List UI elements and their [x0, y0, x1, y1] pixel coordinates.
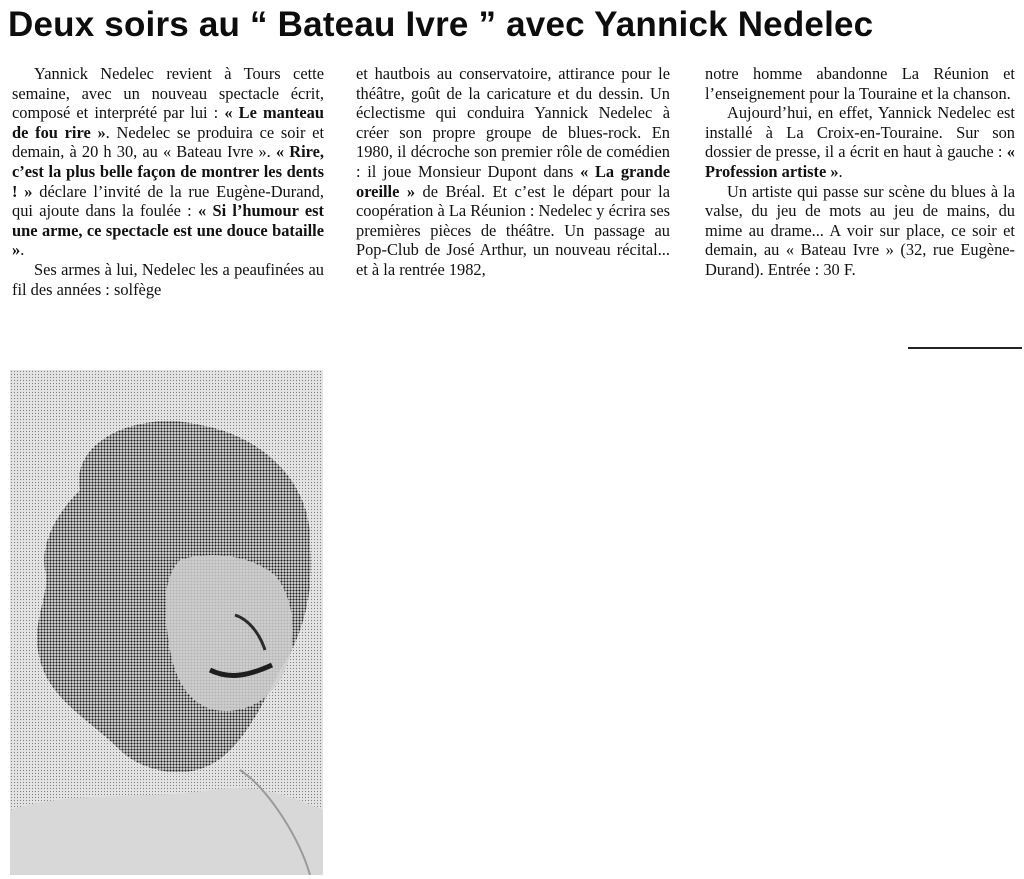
article-headline: Deux soirs au “ Bateau Ivre ” avec Yannick Nedelec	[8, 5, 874, 44]
text-run: déclare l’invité de la rue Eugène-Durand, qui ajoute dans la foulée :	[12, 181, 324, 221]
profession-quote: « Profession artiste »	[705, 142, 1015, 181]
paragraph-armes: Ses armes à lui, Nedelec les a peaufinées au fil des années : solfège	[12, 259, 324, 299]
film-title: « La grande oreille »	[356, 161, 670, 201]
paragraph-intro	[12, 64, 324, 260]
portrait-photo	[10, 370, 323, 875]
text-run: .	[838, 161, 843, 181]
article-column-3	[705, 64, 1015, 280]
end-rule	[908, 347, 1022, 349]
paragraph-aujourdhui	[705, 103, 1015, 181]
article-column-2	[356, 64, 670, 280]
paragraph-show-info: Un artiste qui passe sur scène du blues à la valse, du jeu de mots au jeu de mains, du mime au drame... A voir sur place, ce soir et demain, au « Bateau Ivre » (32, rue Eugène-Durand). Entrée : 30 F.	[705, 181, 1015, 279]
quote-humour: « Si l’humour est une arme, ce spectacle est une douce bataille »	[12, 201, 324, 260]
quote-rire: « Rire, c’est la plus belle façon de montrer les dents ! »	[12, 142, 324, 201]
paragraph-reunion: notre homme abandonne La Réunion et l’enseignement pour la Touraine et la chanson.	[705, 64, 1015, 103]
text-run: .	[20, 240, 25, 260]
paragraph-career	[356, 64, 670, 280]
article-column-1	[12, 64, 324, 299]
text-run: et hautbois au conservatoire, attirance pour le théâtre, goût de la caricature et du dessin. Un éclectisme qui conduira Yannick Nedelec à créer son propre groupe de blues-rock. En 1980, il décroche son premier rôle de comédien : il joue Monsieur Dupont dans	[356, 64, 670, 181]
text-run: de Bréal. Et c’est le départ pour la coopération à La Réunion : Nedelec y écrira ses premières pièces de théâtre. Un passage au Pop-Club de José Arthur, un nouveau récital... et à la rentrée 1982,	[356, 181, 671, 279]
text-run: Aujourd’hui, en effet, Yannick Nedelec est installé à La Croix-en-Touraine. Sur son dossier de presse, il a écrit en haut à gauche :	[705, 103, 1015, 162]
portrait-illustration	[10, 370, 323, 875]
text-run: . Nedelec se produira ce soir et demain, à 20 h 30, au « Bateau Ivre ».	[12, 122, 325, 162]
text-run: Yannick Nedelec revient à Tours cette semaine, avec un nouveau spectacle écrit, composé et interprété par lui :	[12, 64, 324, 123]
show-title: « Le manteau de fou rire »	[12, 103, 324, 142]
